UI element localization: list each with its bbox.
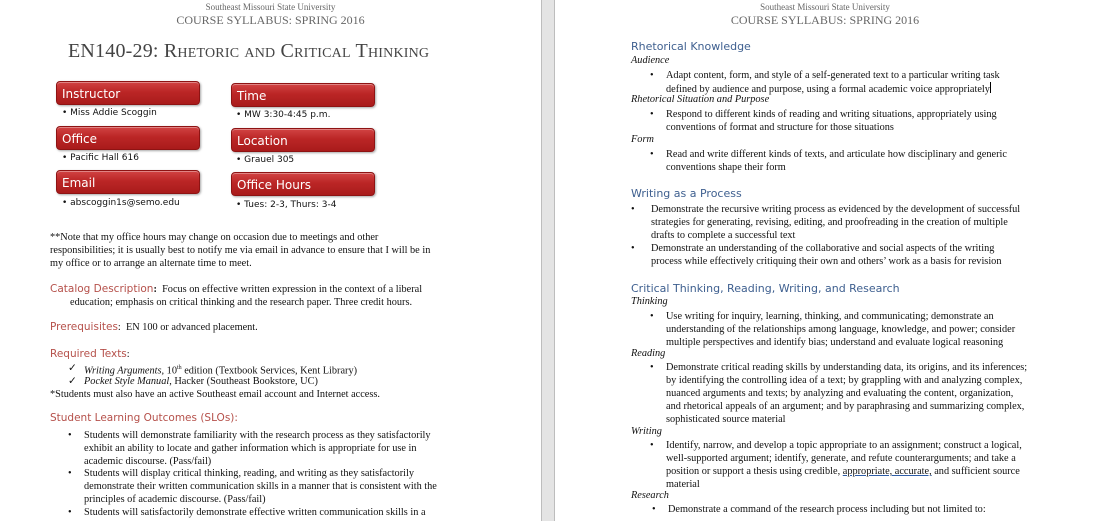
writing-item [650, 439, 1022, 491]
checkmark-icon: ✓ [68, 376, 77, 387]
item-line: well-supported argument; identify, generate, and refute counterarguments; and take a [666, 453, 1016, 464]
item-line: process while effectively critiquing their own and others’ work as a basis for revision [651, 256, 1002, 267]
thinking-label: Thinking [631, 296, 668, 307]
page-right [554, 0, 1094, 521]
office-hours-value: • Tues: 2-3, Thurs: 3-4 [236, 200, 337, 210]
critical-thinking-heading: Critical Thinking, Reading, Writing, and Research [631, 282, 900, 295]
bullet-icon: • [650, 149, 654, 160]
slo-line: Students will demonstrate familiarity with the research process as they satisfactorily [84, 430, 431, 441]
catalog-description: Catalog Description: Focus on effective written expression in the context of a liberal education; emphasis on critical thinking and the research paper. Three credit hours. [50, 283, 423, 308]
item-line: position or support a thesis using credible, [666, 466, 843, 477]
reading-label: Reading [631, 348, 666, 359]
note-line: **Note that my office hours may change on occasion due to meetings and other [50, 232, 379, 243]
course-title: EN140-29: Rhetoric and Critical Thinking [68, 40, 430, 62]
writing-process-heading: Writing as a Process [631, 187, 742, 200]
item-line: Use writing for inquiry, learning, thinking, and communicating; demonstrate an [666, 311, 994, 322]
email-box: Email [56, 170, 200, 194]
bullet-icon: • [631, 243, 635, 254]
item-line: by identifying the controlling idea of a text; by grappling with and analyzing complex, [666, 375, 1023, 386]
prerequisites: Prerequisites: EN 100 or advanced placement. [50, 321, 258, 333]
time-value: • MW 3:30-4:45 p.m. [236, 110, 331, 120]
instructor-box: Instructor [56, 81, 200, 105]
item-line: sophisticated source material [666, 414, 786, 425]
bullet-icon: • [652, 504, 656, 515]
research-label: Research [631, 490, 669, 501]
situation-label: Rhetorical Situation and Purpose [631, 94, 770, 105]
item-line: nuanced arguments and texts; by analyzing and evaluating the content, organization, [666, 388, 1014, 399]
checkmark-icon: ✓ [68, 363, 77, 374]
item-line: and sufficient source [931, 466, 1020, 477]
item-line: defined by audience and purpose, using a formal academic voice appropriately [666, 84, 990, 95]
bullet-icon: • [650, 362, 654, 373]
item-line: Adapt content, form, and style of a self-generated text to a particular writing task [666, 70, 1000, 81]
process-item [631, 242, 1002, 268]
office-box: Office [56, 126, 200, 150]
office-value: • Pacific Hall 616 [62, 153, 139, 163]
required-texts-heading: Required Texts: [50, 348, 130, 360]
process-item [631, 203, 1021, 242]
slo-item [68, 506, 426, 519]
bullet-icon: • [68, 468, 72, 479]
rhetorical-knowledge-heading: Rhetorical Knowledge [631, 40, 751, 53]
item-line: Identify, narrow, and develop a topic appropriate to an assignment; construct a logical, [666, 440, 1022, 451]
instructor-value: • Miss Addie Scoggin [62, 108, 157, 118]
item-line: strategies for generating, revising, editing, and proofreading in the creation of multiple [651, 217, 1008, 228]
slo-line: Students will display critical thinking, reading, and writing as they satisfactorily [84, 468, 415, 479]
bullet-icon: • [650, 109, 654, 120]
location-box: Location [231, 128, 375, 152]
catalog-label: Catalog Description [50, 283, 154, 295]
audience-label: Audience [631, 55, 670, 66]
text-cursor [990, 82, 991, 93]
slo-line: demonstrate their written communication skills in a manner that is consistent with the [84, 481, 437, 492]
location-value: • Grauel 305 [236, 155, 295, 165]
bullet-icon: • [650, 440, 654, 451]
item-line: conventions of format and structure for those situations [666, 122, 894, 133]
slo-line: Students will satisfactorily demonstrate effective written communication skills in a [84, 507, 426, 518]
slo-item [68, 467, 437, 506]
slo-label: Student Learning Outcomes (SLOs): [50, 412, 238, 424]
page-left [0, 0, 542, 521]
slo-heading [50, 412, 238, 425]
item-line: Demonstrate critical reading skills by understanding data, its origins, and its inferences; [666, 362, 1028, 373]
form-label: Form [631, 134, 654, 145]
header-course-syllabus: COURSE SYLLABUS: SPRING 2016 [176, 13, 365, 27]
bullet-icon: • [650, 70, 654, 81]
item-line: drafts to complete a successful text [651, 230, 796, 241]
bullet-icon: • [68, 430, 72, 441]
book-title: Pocket Style Manual [84, 376, 170, 387]
book-detail: edition (Textbook Services, Kent Library) [181, 365, 358, 377]
required-text-item [68, 375, 318, 388]
office-hours-box: Office Hours [231, 172, 375, 196]
slo-line: exhibit an ability to locate and gather information which is appropriate for use in [84, 443, 417, 454]
writing-label: Writing [631, 426, 662, 437]
item-line: understanding of the relationships among language, knowledge, and power; consider [666, 324, 1016, 335]
catalog-text-2: education; emphasis on critical thinking and the research paper. Three credit hours. [70, 297, 413, 308]
item-line: material [666, 479, 700, 490]
slo-line: principles of academic discourse. (Pass/fail) [84, 494, 266, 505]
slo-item [68, 429, 431, 468]
catalog-text: Focus on effective written expression in the context of a liberal [162, 284, 423, 295]
item-line: conventions shape their form [666, 162, 786, 173]
item-line: Demonstrate the recursive writing process as evidenced by the development of successful [651, 204, 1021, 215]
item-line: Read and write different kinds of texts, and articulate how disciplinary and generic [666, 149, 1007, 160]
edition-number: 10 [164, 365, 177, 377]
item-line: Respond to different kinds of reading and writing situations, appropriately using [666, 109, 997, 120]
bullet-icon: • [650, 311, 654, 322]
time-box: Time [231, 83, 375, 107]
item-line: and rhetorical appeals of an argument; and by paraphrasing and summarizing complex, [666, 401, 1025, 412]
item-line: multiple perspectives and identify bias; understand and evaluate logical reasoning [666, 337, 1004, 348]
book-title: Writing Arguments, [84, 365, 165, 377]
header-course-syllabus: COURSE SYLLABUS: SPRING 2016 [730, 13, 920, 27]
note-line: responsibilities; it is usually best to notify me via email in advance to ensure that I will be in [50, 245, 431, 256]
item-line: Demonstrate a command of the research process including but not limited to: [668, 504, 986, 515]
required-texts-note: *Students must also have an active Southeast email account and Internet access. [50, 389, 380, 400]
form-item [650, 148, 1007, 174]
reading-item [650, 361, 1028, 426]
audience-item[interactable] [650, 69, 1000, 96]
book-detail: , Hacker (Southeast Bookstore, UC) [169, 376, 318, 387]
note-line: my office or to arrange an alternate time to meet. [50, 258, 252, 269]
thinking-item [650, 310, 1016, 349]
header-university: Southeast Missouri State University [760, 2, 890, 12]
situation-item [650, 108, 997, 134]
office-hours-note [50, 231, 430, 270]
bullet-icon: • [68, 507, 72, 518]
grammar-flagged-text[interactable]: appropriate, accurate, [842, 466, 932, 477]
edition-suffix: th [176, 365, 182, 371]
prereq-label: Prerequisites [50, 321, 118, 333]
item-line: Demonstrate an understanding of the collaborative and social aspects of the writing [651, 243, 995, 254]
required-texts-label: Required Texts [50, 348, 127, 360]
slo-line: academic discourse. (Pass/fail) [84, 456, 212, 467]
header-university: Southeast Missouri State University [205, 2, 336, 12]
research-item [652, 503, 986, 516]
email-value: • abscoggin1s@semo.edu [62, 198, 180, 208]
prereq-text: EN 100 or advanced placement. [125, 322, 258, 333]
bullet-icon: • [631, 204, 635, 215]
